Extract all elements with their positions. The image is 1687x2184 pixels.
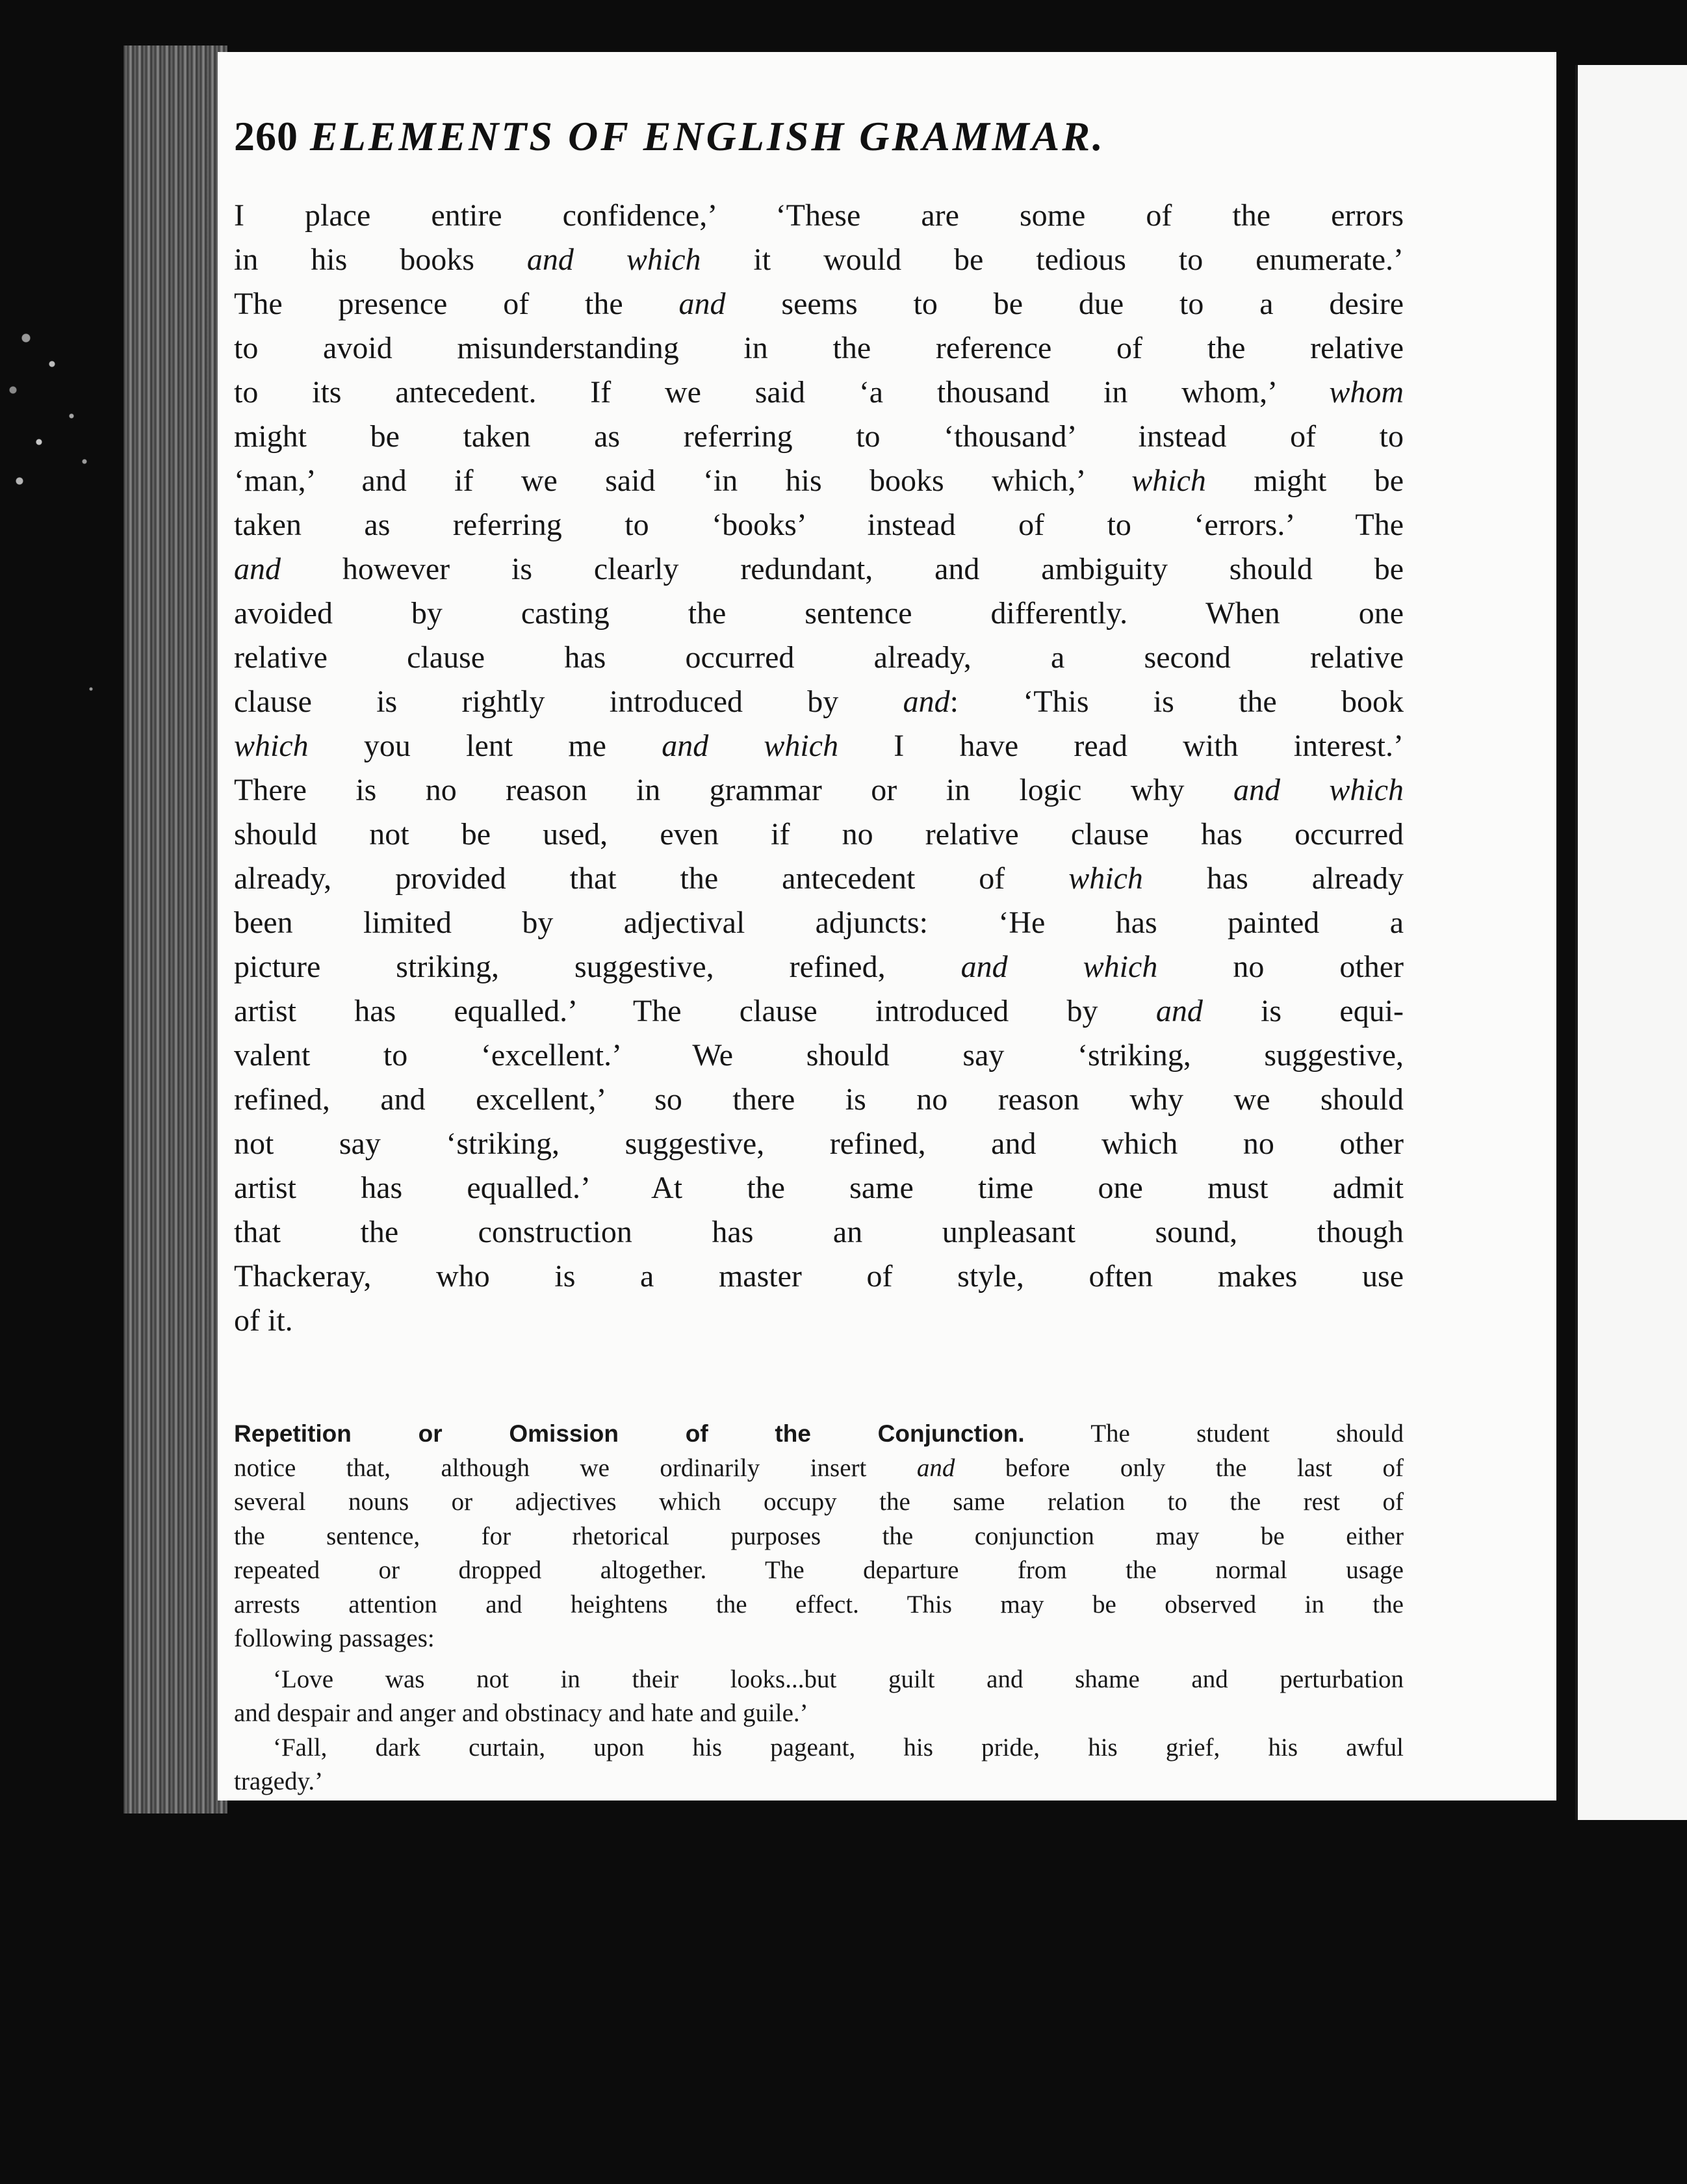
quote-line: ‘Love was not in their looks...but guilt and shame and perturbation [273,1665,1404,1693]
text-line [234,415,1404,459]
italic-text: which [234,729,309,763]
facing-page-edge [1575,65,1687,1820]
text-run: of it. [234,1303,293,1338]
quote-line: and despair and anger and obstinacy and hate and guile.’ [234,1699,808,1727]
text-run: you lent me [308,729,662,763]
text-line [234,1554,1404,1588]
italic-text: which [1068,861,1143,896]
text-run: however is clearly redundant, and ambiguity should be [281,552,1404,586]
text-line [234,1254,1404,1299]
text-line [234,1451,1404,1486]
quote [234,1663,1404,1731]
text-line [234,1485,1404,1520]
text-run: following passages: [234,1624,435,1652]
running-head [234,113,1339,159]
text-line [234,1417,1404,1451]
text-run: artist has equalled.’ At the same time one must admit [234,1171,1404,1205]
text-line [234,812,1404,857]
text-line [234,370,1404,415]
text-run: to avoid misunderstanding in the reference of the relative [234,331,1404,365]
text-run: ‘man,’ and if we said ‘in his books which,’ [234,463,1132,498]
italic-text: which [1131,463,1206,498]
text-run: might be [1205,463,1404,498]
text-run: There is no reason in grammar or in logic why [234,773,1233,807]
text-line [234,857,1404,901]
text-run: Thackeray, who is a master of style, often makes use [234,1259,1404,1294]
text-line [234,547,1404,592]
text-run: the sentence, for rhetorical purposes the conjunction may be either [234,1522,1404,1550]
text-run: refined, and excellent,’ so there is no reason why we should [234,1082,1404,1117]
text-run: should not be used, even if no relative clause has occurred [234,817,1404,852]
quote [234,1731,1404,1799]
text-line [234,592,1404,636]
text-run: I place entire confidence,’ ‘These are some of the errors [234,198,1404,233]
text-line [234,1588,1404,1622]
text-line [234,326,1404,370]
italic-text: and [903,684,950,719]
text-run: relative clause has occurred already, a second relative [234,640,1404,675]
text-line [234,1299,1404,1343]
text-run: artist has equalled.’ The clause introduced by [234,994,1156,1028]
scanner-background [0,0,130,2184]
text-run: picture striking, suggestive, refined, [234,950,961,984]
text-run: in his books [234,242,527,277]
text-run: valent to ‘excellent.’ We should say ‘striking, suggestive, [234,1038,1404,1072]
text-line [234,194,1404,238]
text-run: repeated or dropped altogether. The departure from the normal usage [234,1556,1404,1584]
text-run: The presence of the [234,287,679,321]
text-run: to its antecedent. If we said ‘a thousand in whom,’ [234,375,1330,410]
text-run: is equi- [1202,994,1404,1028]
text-run: seems to be due to a desire [725,287,1404,321]
text-run: : ‘This is the book [949,684,1404,719]
text-line [234,282,1404,326]
text-line [234,1210,1404,1254]
text-line [234,945,1404,989]
italic-text: and [678,287,726,321]
quote-line: ‘Fall, dark curtain, upon his pageant, his pride, his grief, his awful [273,1733,1404,1762]
text-run: before only the last of [955,1453,1404,1482]
conjunction-section [234,1417,1404,1799]
italic-text: and which [960,950,1158,984]
text-run: avoided by casting the sentence differently. When one [234,596,1404,630]
text-line [234,238,1404,282]
text-run: I have read with interest.’ [838,729,1404,763]
text-run: might be taken as referring to ‘thousand’ instead of to [234,419,1404,454]
text-run: not say ‘striking, suggestive, refined, and which no other [234,1126,1404,1161]
book-title-header: ELEMENTS OF ENGLISH GRAMMAR. [310,113,1105,159]
italic-text: whom [1329,375,1404,410]
text-line [234,724,1404,768]
text-run: clause is rightly introduced by [234,684,903,719]
text-line [234,768,1404,812]
text-run: already, provided that the antecedent of [234,861,1069,896]
italic-text: and which [1233,773,1404,807]
text-line [234,459,1404,503]
text-line [234,1122,1404,1166]
page-number: 260 [234,113,298,159]
text-run: has already [1142,861,1404,896]
main-paragraph [234,194,1404,1343]
section-heading: Repetition or Omission of the Conjunction. [234,1420,1025,1447]
book-page-edges [123,46,227,1814]
italic-text: and [916,1453,955,1482]
text-line [234,680,1404,724]
text-line [234,636,1404,680]
text-run: taken as referring to ‘books’ instead of to ‘errors.’ The [234,508,1404,542]
text-run: The student should [1024,1420,1404,1448]
text-run: arrests attention and heightens the effect. This may be observed in the [234,1590,1404,1618]
text-line [234,1078,1404,1122]
text-line [234,503,1404,547]
italic-text: and [1155,994,1203,1028]
quote-line: tragedy.’ [234,1767,324,1795]
text-run: no other [1157,950,1404,984]
text-line [234,1520,1404,1554]
italic-text: and which [526,242,701,277]
text-run: several nouns or adjectives which occupy the same relation to the rest of [234,1488,1404,1516]
italic-text: and [234,552,281,586]
text-run: been limited by adjectival adjuncts: ‘He has painted a [234,905,1404,940]
text-run: it would be tedious to enumerate.’ [701,242,1404,277]
text-line [234,1622,1404,1656]
text-run: notice that, although we ordinarily insert [234,1453,917,1482]
quoted-passages [234,1663,1404,1799]
section-paragraph [234,1417,1404,1656]
text-line [234,989,1404,1034]
italic-text: and which [662,729,839,763]
text-line [234,901,1404,945]
text-run: that the construction has an unpleasant sound, though [234,1215,1404,1249]
text-line [234,1166,1404,1210]
text-line [234,1034,1404,1078]
